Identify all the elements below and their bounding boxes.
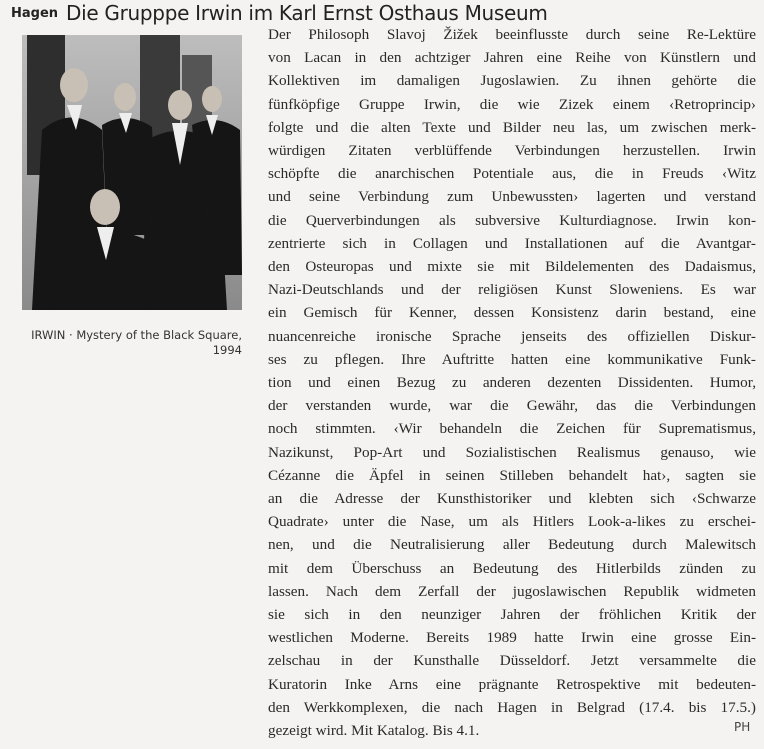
- article-line: sie sich in den neunziger Jahren der fröhlichen Kritik der: [268, 606, 756, 624]
- article-line: Kuratorin Inke Arns eine prägnante Retrospektive mit bedeuten-: [268, 675, 756, 693]
- article-line: den Werkkomplexen, die nach Hagen in Belgrad (17.4. bis 17.5.): [268, 698, 756, 716]
- article-line: mit dem Überschuss an Bedeutung des Hitlerbilds zünden zu: [268, 559, 756, 577]
- article-line: würdigen Zitaten verblüffende Verbindungen herzustellen. Irwin: [268, 142, 756, 160]
- article-line: Nazikunst, Pop-Art und Sozialistischen Realismus genauso, wie: [268, 443, 756, 461]
- article-line: Nazi-Deutschlands und der religiösen Kunst Sloweniens. Es war: [268, 281, 756, 299]
- article-line: tion und einen Bezug zu anderen dezenten Dissidenten. Humor,: [268, 374, 756, 392]
- photo-caption: [22, 328, 242, 358]
- article-line: von Lacan in den achtziger Jahren eine Reihe von Künstlern und: [268, 49, 756, 67]
- caption-year: 1994: [212, 343, 242, 357]
- article-line: Kollektiven im damaligen Jugoslawien. Zu ihnen gehörte die: [268, 72, 756, 90]
- article-title: Die Grupppe Irwin im Karl Ernst Osthaus Museum: [66, 1, 548, 25]
- article-line: lassen. Nach dem Zerfall der jugoslawischen Republik widmeten: [268, 582, 756, 600]
- group-photo-image: [22, 35, 242, 310]
- article-line: westlichen Moderne. Bereits 1989 hatte Irwin eine grosse Ein-: [268, 629, 756, 647]
- article-line: Quadrate› unter die Nase, um als Hitlers Look-a-likes zu erschei-: [268, 513, 756, 531]
- article-line: an die Adresse der Kunsthistoriker und klebten sich ‹Schwarze: [268, 490, 756, 508]
- article-line: Cézanne die Äpfel in seinen Stilleben behandelt hat›, sagten sie: [268, 466, 756, 484]
- article-line: nen, und die Neutralisierung aller Bedeutung durch Malewitsch: [268, 536, 756, 554]
- article-line: folgte und die alten Texte und Bilder neu las, um zwischen merk-: [268, 118, 756, 136]
- article-line: gezeigt wird. Mit Katalog. Bis 4.1.: [268, 722, 480, 740]
- article-line: die Querverbindungen als subversive Kulturdiagnose. Irwin kon-: [268, 211, 756, 229]
- article-line: den Osteuropas und mixte sie mit Bildelementen des Dadaismus,: [268, 258, 756, 276]
- article-line: schöpfte die anarchischen Potentiale aus, die in Freuds ‹Witz: [268, 165, 756, 183]
- article-line: noch stimmten. ‹Wir behandeln die Zeichen für Suprematismus,: [268, 420, 756, 438]
- article-line: ses zu pflegen. Ihre Auftritte hatten eine kommunikative Funk-: [268, 350, 756, 368]
- article-line: zelschau in der Kunsthalle Düsseldorf. Jetzt versammelte die: [268, 652, 756, 670]
- author-signature: PH: [734, 720, 751, 734]
- group-photo: [22, 35, 242, 310]
- article-line: Der Philosoph Slavoj Žižek beeinflusste durch seine Re-Lektüre: [268, 26, 756, 43]
- article-line: zentrierte sich in Collagen und Installationen auf die Avantgar-: [268, 234, 756, 252]
- article-line: ein Gemisch für Kenner, dessen Konsistenz darin bestand, eine: [268, 304, 756, 322]
- article-line: und seine Verbindung zum Unbewussten› lagerten und verstand: [268, 188, 756, 206]
- article-line: der verstanden wurde, war die Gewähr, das die Verbindungen: [268, 397, 756, 415]
- article-line: nuancenreiche ironische Sprache jenseits des offiziellen Diskur-: [268, 327, 756, 345]
- caption-title: IRWIN · Mystery of the Black Square,: [31, 328, 242, 342]
- city-label: Hagen: [11, 6, 59, 21]
- article-line: fünfköpfige Gruppe Irwin, die wie Zizek einem ‹Retroprincip›: [268, 95, 756, 113]
- article-body: [268, 23, 756, 742]
